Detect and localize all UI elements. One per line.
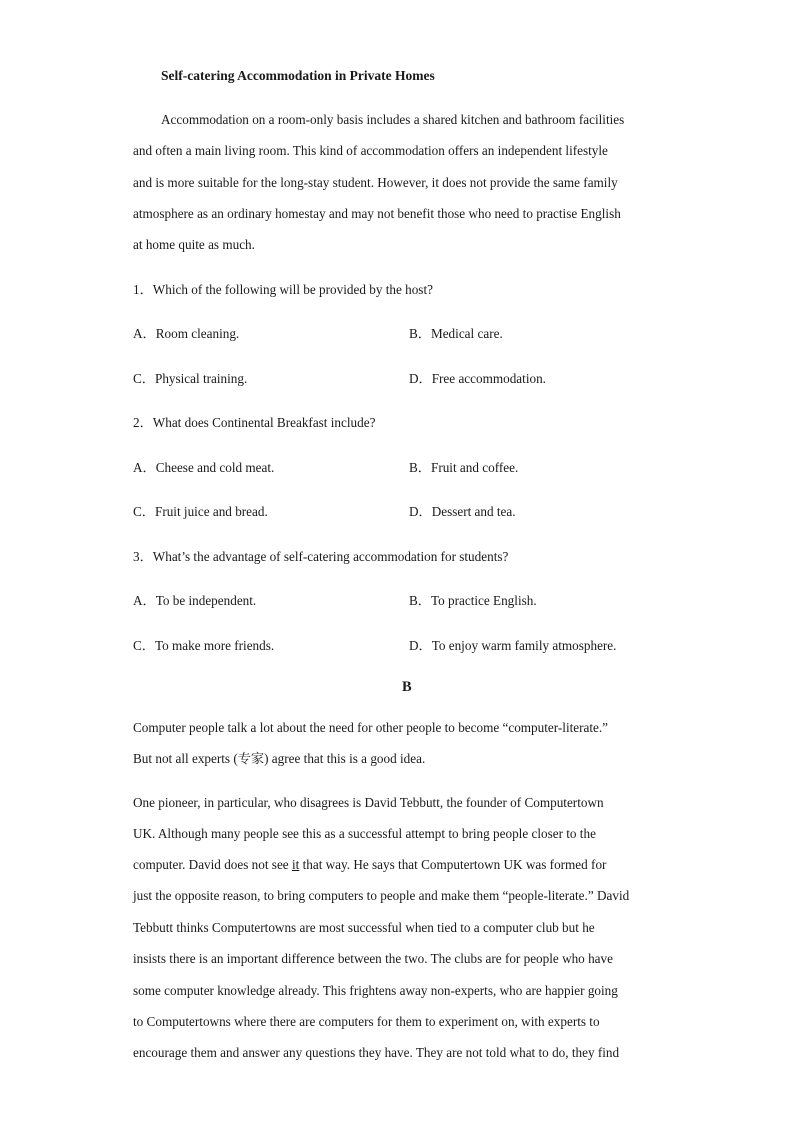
- paragraph-line: [133, 857, 606, 873]
- option-a: A．Room cleaning.: [133, 326, 240, 341]
- paragraph-line: at home quite as much.: [133, 237, 255, 252]
- paragraph-line: insists there is an important difference between the two. The clubs are for people who have: [133, 951, 613, 966]
- paragraph-line: some computer knowledge already. This frightens away non-experts, who are happier going: [133, 983, 618, 998]
- paragraph-line: and is more suitable for the long-stay student. However, it does not provide the same family: [133, 175, 618, 190]
- paragraph-line: Computer people talk a lot about the need for other people to become “computer-literate.”: [133, 720, 609, 735]
- paragraph-line: UK. Although many people see this as a successful attempt to bring people closer to the: [133, 826, 596, 841]
- paragraph-line: and often a main living room. This kind of accommodation offers an independent lifestyle: [133, 143, 608, 158]
- option-b: B．Fruit and coffee.: [409, 460, 519, 475]
- option-c: C．Fruit juice and bread.: [133, 504, 268, 519]
- question-stem: 1．Which of the following will be provided by the host?: [133, 282, 433, 297]
- paragraph-line: But not all experts (专家) agree that this is a good idea.: [133, 751, 426, 766]
- option-a: A．To be independent.: [133, 593, 257, 608]
- passage-heading: Self-catering Accommodation in Private Homes: [161, 68, 435, 83]
- option-d: D．Dessert and tea.: [409, 504, 516, 519]
- option-d: D．Free accommodation.: [409, 371, 546, 386]
- option-b: B．To practice English.: [409, 593, 537, 608]
- paragraph-line: One pioneer, in particular, who disagrees is David Tebbutt, the founder of Computertown: [133, 795, 604, 810]
- option-b: B．Medical care.: [409, 326, 503, 341]
- paragraph-line: Tebbutt thinks Computertowns are most successful when tied to a computer club but he: [133, 920, 595, 935]
- option-c: C．To make more friends.: [133, 638, 275, 653]
- paragraph-line: Accommodation on a room-only basis includes a shared kitchen and bathroom facilities: [161, 112, 625, 127]
- question-stem: 3．What’s the advantage of self-catering accommodation for students?: [133, 549, 509, 564]
- line-segment: that way. He says that Computertown UK was formed for: [299, 857, 607, 872]
- underlined-word: it: [291, 857, 300, 872]
- section-label: B: [402, 679, 412, 695]
- option-c: C．Physical training.: [133, 371, 248, 386]
- line-segment: computer. David does not see: [133, 857, 289, 872]
- paragraph-line: just the opposite reason, to bring computers to people and make them “people-literate.” David: [133, 888, 630, 903]
- question-stem: 2．What does Continental Breakfast include?: [133, 415, 376, 430]
- paragraph-line: to Computertowns where there are computers for them to experiment on, with experts to: [133, 1014, 600, 1029]
- paragraph-line: atmosphere as an ordinary homestay and may not benefit those who need to practise English: [133, 206, 621, 221]
- paragraph-line: encourage them and answer any questions they have. They are not told what to do, they find: [133, 1045, 620, 1060]
- option-a: A．Cheese and cold meat.: [133, 460, 275, 475]
- option-d: D．To enjoy warm family atmosphere.: [409, 638, 617, 653]
